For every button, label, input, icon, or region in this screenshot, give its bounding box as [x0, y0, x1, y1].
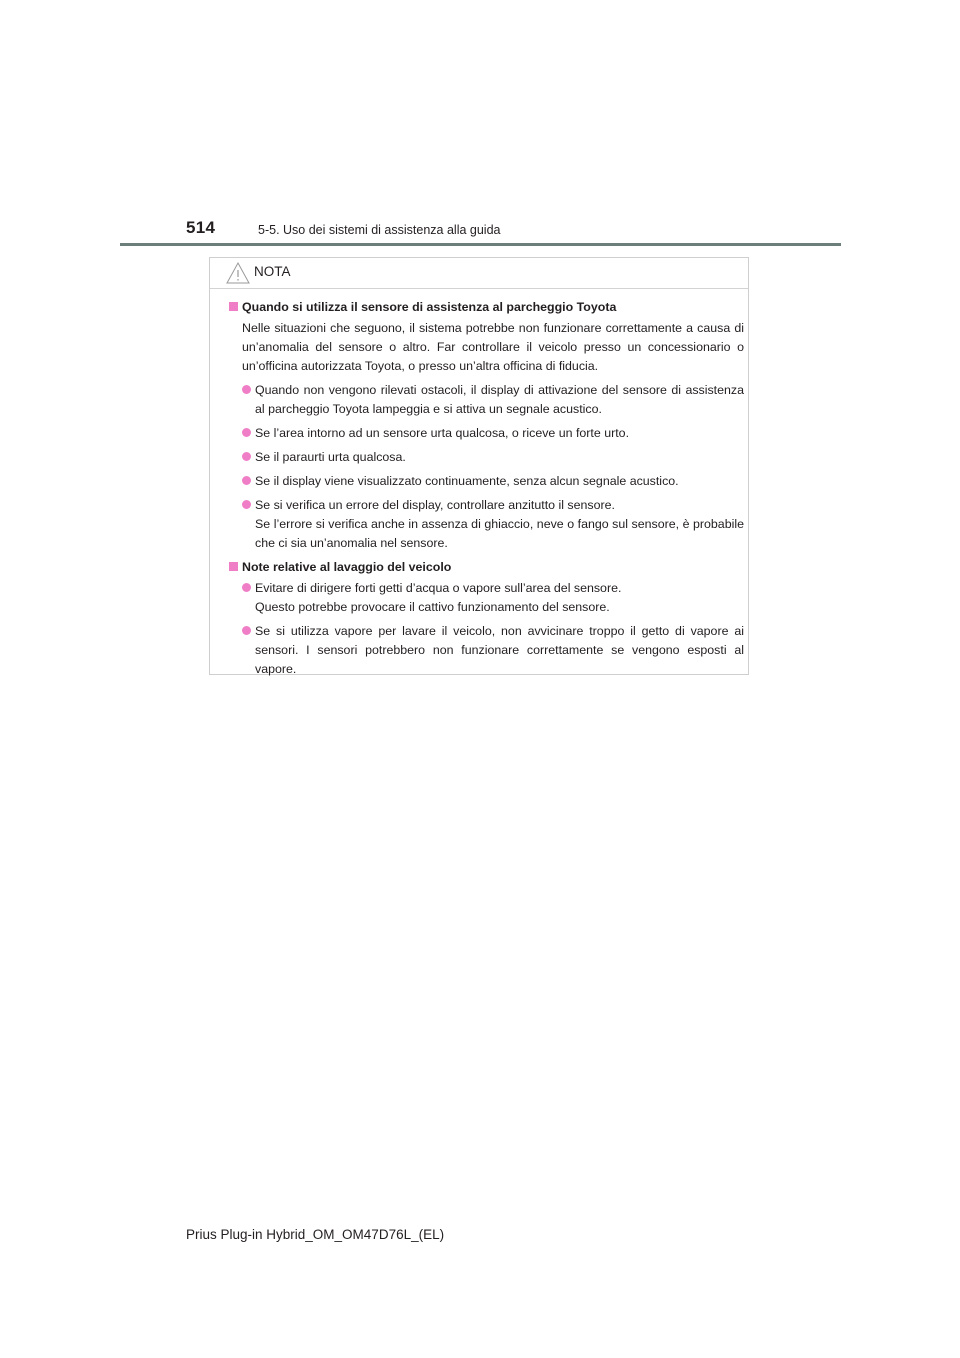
list-item-text: Se il paraurti urta qualcosa.: [255, 450, 406, 464]
note-label: NOTA: [254, 264, 291, 279]
section-heading: [229, 298, 748, 316]
list-item: [242, 424, 744, 443]
circle-bullet-icon: [242, 428, 251, 437]
list-item: [242, 622, 744, 679]
section-title: 5-5. Uso dei sistemi di assistenza alla guida: [258, 223, 501, 237]
header-rule: [120, 243, 841, 246]
list-item-text: Se l’area intorno ad un sensore urta qualcosa, o riceve un forte urto.: [255, 426, 630, 440]
warning-triangle-icon: [225, 261, 251, 285]
list-item: [242, 472, 744, 491]
circle-bullet-icon: [242, 626, 251, 635]
list-item-text: Se si verifica un errore del display, controllare anzitutto il sensore.: [255, 498, 615, 512]
list-item-text: Se il display viene visualizzato continuamente, senza alcun segnale acustico.: [255, 474, 679, 488]
page-number: 514: [186, 218, 216, 237]
list-item: [242, 381, 744, 419]
square-bullet-icon: [229, 562, 238, 571]
list-item: [242, 496, 744, 553]
list-item: [242, 448, 744, 467]
circle-bullet-icon: [242, 476, 251, 485]
list-item-text: Se si utilizza vapore per lavare il veicolo, non avvicinare troppo il getto di vapore ai sensori. I sensori potrebbero non funzionare correttamente se vengono esposti al vapore.: [255, 624, 744, 676]
square-bullet-icon: [229, 302, 238, 311]
list-item: [242, 579, 744, 617]
footer-document-code: Prius Plug-in Hybrid_OM_OM47D76L_(EL): [186, 1227, 445, 1242]
list-item-text: Evitare di dirigere forti getti d’acqua o vapore sull’area del sensore.: [255, 581, 622, 595]
note-body: [210, 298, 748, 684]
section-heading: [229, 558, 748, 576]
section-heading-text: Quando si utilizza il sensore di assistenza al parcheggio Toyota: [242, 300, 617, 314]
circle-bullet-icon: [242, 385, 251, 394]
list-item-text: Quando non vengono rilevati ostacoli, il display di attivazione del sensore di assistenza al parcheggio Toyota lampeggia e si attiva un segnale acustico.: [255, 383, 744, 416]
circle-bullet-icon: [242, 500, 251, 509]
note-box: [209, 257, 749, 675]
section-intro: Nelle situazioni che seguono, il sistema potrebbe non funzionare correttamente a causa di un’anomalia del sensore o altro. Far controllare il veicolo presso un concessionario o un’officina autorizzata Toyota, o presso un’altra officina di fiducia.: [242, 321, 744, 373]
list-item-text-continued: Se l’errore si verifica anche in assenza di ghiaccio, neve o fango sul sensore, è probabile che ci sia un’anomalia nel sensore.: [255, 517, 744, 550]
list-item-text-continued: Questo potrebbe provocare il cattivo funzionamento del sensore.: [255, 600, 610, 614]
circle-bullet-icon: [242, 452, 251, 461]
note-header: [210, 258, 748, 289]
circle-bullet-icon: [242, 583, 251, 592]
section-heading-text: Note relative al lavaggio del veicolo: [242, 560, 452, 574]
